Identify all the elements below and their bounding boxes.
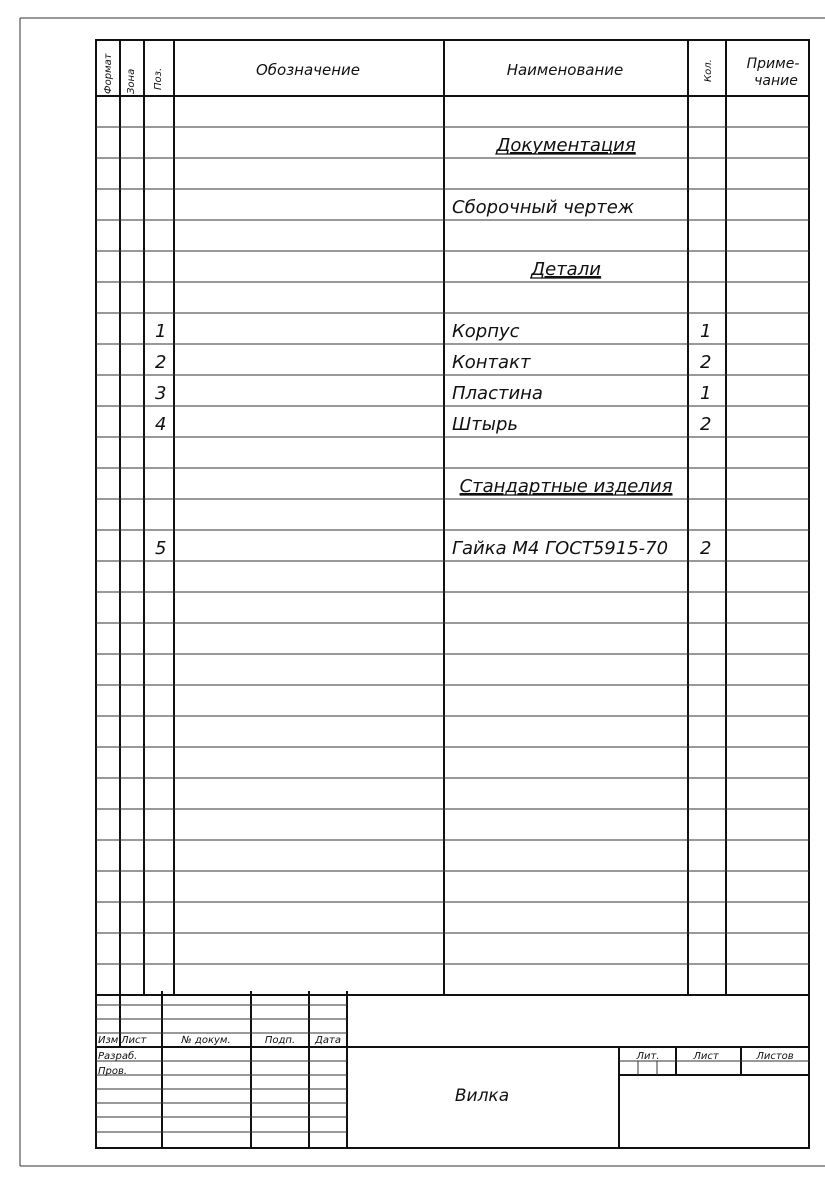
section-heading: Документация xyxy=(496,135,636,156)
tb-list: Лист xyxy=(121,1035,147,1046)
spec-table-grid xyxy=(96,40,809,995)
spec-header xyxy=(103,52,799,94)
row-qty: 2 xyxy=(700,352,712,373)
row-qty: 2 xyxy=(700,538,712,559)
row-name: Сборочный чертеж xyxy=(452,197,635,218)
row-qty: 1 xyxy=(700,383,712,404)
title-block-grid xyxy=(96,991,809,1148)
tb-doc-no: № докум. xyxy=(181,1035,231,1046)
header-zone: Зона xyxy=(126,68,137,94)
tb-developer: Разраб. xyxy=(98,1051,138,1062)
section-heading: Детали xyxy=(531,259,601,280)
row-name: Контакт xyxy=(452,352,531,373)
tb-sign: Подп. xyxy=(264,1035,296,1046)
row-name: Штырь xyxy=(452,414,518,435)
row-pos: 5 xyxy=(155,538,167,559)
row-name: Гайка М4 ГОСТ5915-70 xyxy=(452,538,669,559)
spec-rows xyxy=(155,135,711,559)
tb-sheets: Листов xyxy=(756,1051,794,1062)
header-pos: Поз. xyxy=(153,67,164,90)
row-name: Пластина xyxy=(452,383,543,404)
tb-title: Вилка xyxy=(454,1086,510,1106)
row-pos: 1 xyxy=(155,321,167,342)
tb-lit: Лит. xyxy=(636,1051,660,1062)
header-designation: Обозначение xyxy=(255,61,361,79)
header-note-line1: Приме- xyxy=(746,56,800,72)
header-format: Формат xyxy=(103,53,114,94)
title-block xyxy=(98,1035,794,1106)
tb-checked: Пров. xyxy=(98,1066,128,1077)
section-heading: Стандартные изделия xyxy=(459,476,673,497)
header-name: Наименование xyxy=(506,61,624,79)
tb-sheet: Лист xyxy=(693,1051,719,1062)
tb-date: Дата xyxy=(315,1035,341,1046)
row-name: Корпус xyxy=(452,321,520,342)
header-note-line2: чание xyxy=(754,73,798,89)
row-qty: 2 xyxy=(700,414,712,435)
row-qty: 1 xyxy=(700,321,712,342)
header-qty: Кол. xyxy=(703,59,714,82)
row-pos: 2 xyxy=(155,352,167,373)
tb-izm: Изм. xyxy=(98,1035,122,1046)
row-pos: 3 xyxy=(155,383,167,404)
row-pos: 4 xyxy=(155,414,167,435)
